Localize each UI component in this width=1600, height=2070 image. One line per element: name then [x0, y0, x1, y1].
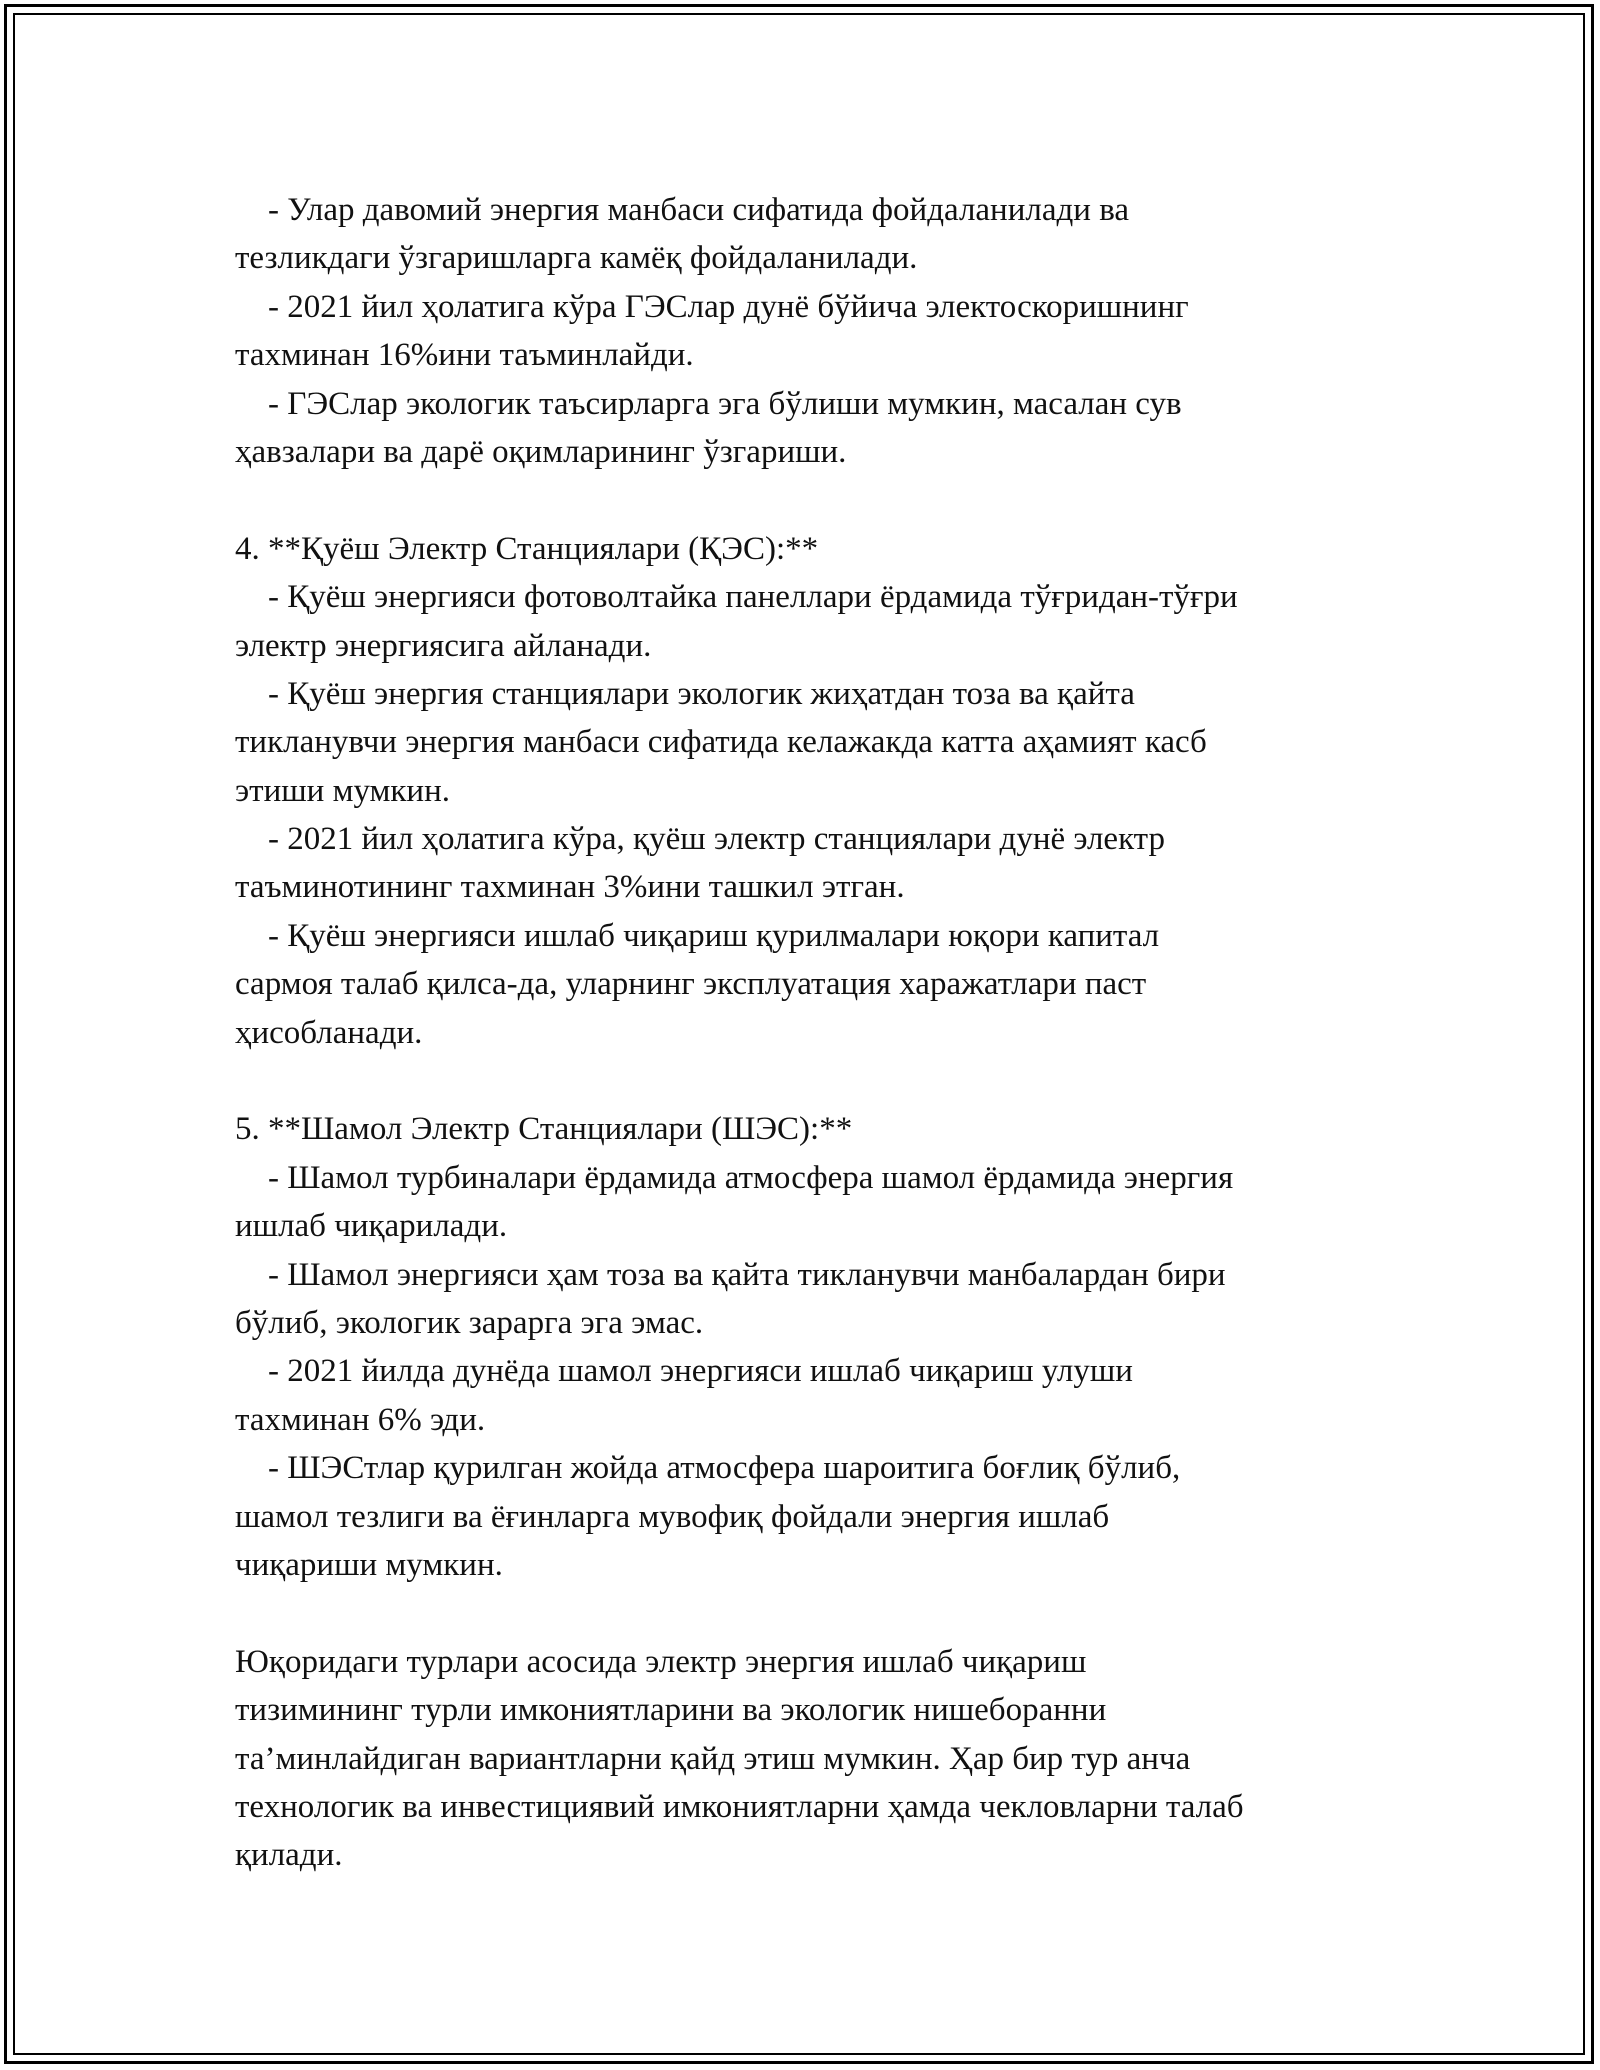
- text-line: шамол тезлиги ва ёғинларга мувофиқ фойдали энергия ишлаб: [235, 1498, 1110, 1535]
- text-line: - 2021 йилда дунёда шамол энергияси ишлаб чиқариш улуши: [235, 1353, 1133, 1390]
- text-line: бўлиб, экологик зарарга эга эмас.: [235, 1304, 704, 1341]
- conclusion-line: технологик ва инвестициявий имкониятларни ҳамда чекловларни талаб: [235, 1788, 1244, 1825]
- section-heading: 5. **Шамол Электр Станциялари (ШЭС):**: [235, 1111, 853, 1148]
- text-line: - 2021 йил ҳолатига кўра, қуёш электр станциялари дунё электр: [235, 821, 1165, 858]
- text-line: сармоя талаб қилса-да, уларнинг эксплуатация харажатлари паст: [235, 966, 1147, 1003]
- document-body: [235, 186, 1415, 1880]
- text-line: - ШЭСтлар қурилган жойда атмосфера шароитига боғлиқ бўлиб,: [235, 1450, 1181, 1487]
- text-line: - Шамол турбиналари ёрдамида атмосфера шамол ёрдамида энергия: [235, 1159, 1234, 1196]
- blank-line: [235, 476, 1415, 524]
- conclusion-line: тизимининг турли имкониятларини ва экологик нишеборанни: [235, 1692, 1107, 1729]
- section-heading: 4. **Қуёш Электр Станциялари (ҚЭС):**: [235, 530, 819, 567]
- blank-line: [235, 1589, 1415, 1637]
- text-line: - 2021 йил ҳолатига кўра ГЭСлар дунё бўйича электоскоришнинг: [235, 288, 1189, 325]
- text-line: ҳисобланади.: [235, 1014, 423, 1051]
- conclusion-line: қилади.: [235, 1837, 343, 1874]
- text-line: ишлаб чиқарилади.: [235, 1208, 508, 1245]
- blank-line: [235, 1057, 1415, 1105]
- text-line: - Қуёш энергияси ишлаб чиқариш қурилмалари юқори капитал: [235, 917, 1160, 954]
- text-line: тахминан 16%ини таъминлайди.: [235, 337, 694, 374]
- text-line: тахминан 6% эди.: [235, 1401, 486, 1438]
- text-line: таъминотининг тахминан 3%ини ташкил этган.: [235, 869, 905, 906]
- text-line: - ГЭСлар экологик таъсирларга эга бўлиши мумкин, масалан сув: [235, 385, 1182, 422]
- text-line: ҳавзалари ва дарё оқимларининг ўзгариши.: [235, 433, 847, 470]
- text-line: тезликдаги ўзгаришларга камёқ фойдаланилади.: [235, 240, 918, 277]
- conclusion-line: та’минлайдиган вариантларни қайд этиш мумкин. Ҳар бир тур анча: [235, 1740, 1191, 1777]
- text-line: тикланувчи энергия манбаси сифатида келажакда катта аҳамият касб: [235, 724, 1207, 761]
- text-line: чиқариши мумкин.: [235, 1546, 503, 1583]
- conclusion-line: Юқоридаги турлари асосида электр энергия ишлаб чиқариш: [235, 1643, 1087, 1680]
- text-line: - Улар давомий энергия манбаси сифатида фойдаланилади ва: [235, 192, 1129, 228]
- text-line: электр энергиясига айланади.: [235, 627, 652, 664]
- text-line: этиши мумкин.: [235, 772, 450, 809]
- text-line: - Шамол энергияси ҳам тоза ва қайта тикланувчи манбалардан бири: [235, 1256, 1226, 1293]
- text-line: - Қуёш энергияси фотоволтайка панеллари ёрдамида тўғридан-тўғри: [235, 579, 1238, 616]
- text-line: - Қуёш энергия станциялари экологик жиҳатдан тоза ва қайта: [235, 675, 1135, 712]
